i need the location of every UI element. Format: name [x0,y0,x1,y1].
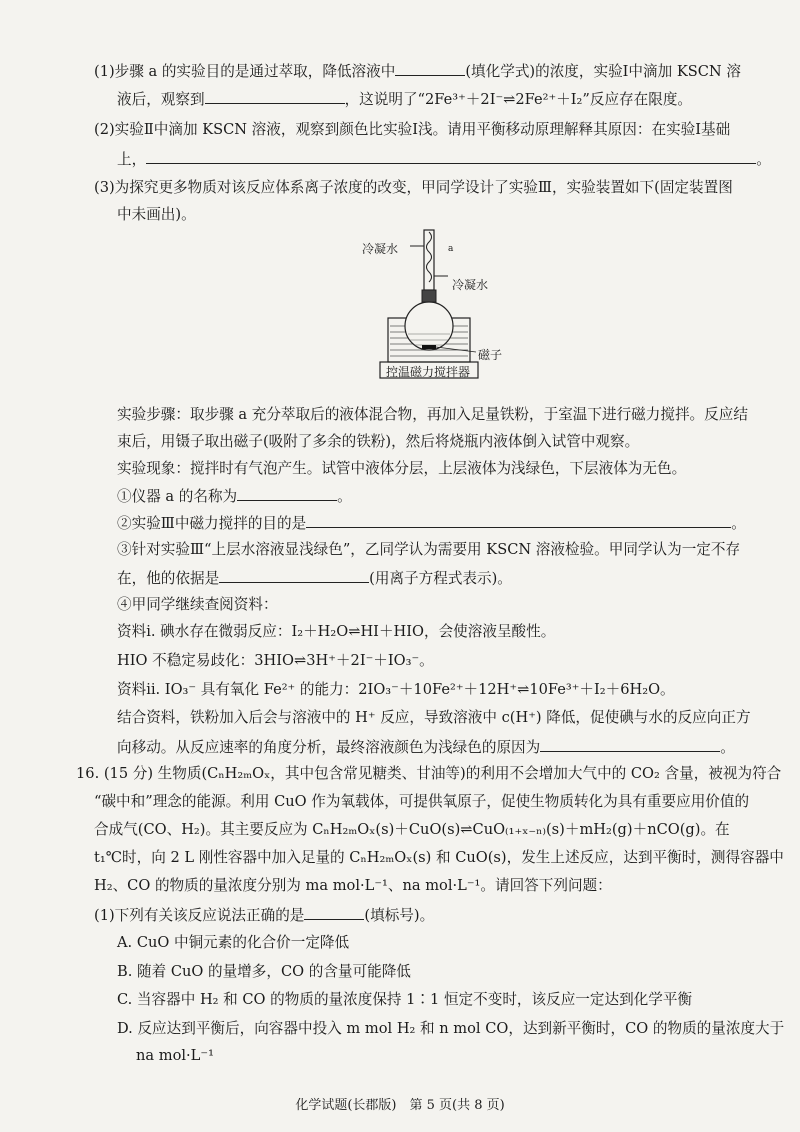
option-c: C. 当容器中 H₂ 和 CO 的物质的量浓度保持 1∶1 恒定不变时，该反应一定达到化学平衡 [117,991,693,1008]
sub-question-4: ④甲同学继续查阅资料： [117,596,278,613]
option-b: B. 随着 CuO 的量增多，CO 的含量可能降低 [117,963,411,980]
answer-blank[interactable] [304,904,364,920]
q16-sub-1: (1)下列有关该反应说法正确的是 (填标号)。 [94,904,434,926]
steps-line2: 束后，用镊子取出磁子(吸附了多余的铁粉)，然后将烧瓶内液体倒入试管中观察。 [117,433,640,450]
q15-3-line2: 中未画出)。 [117,206,196,223]
q16-line5: H₂、CO 的物质的量浓度分别为 ma mol·L⁻¹、na mol·L⁻¹。请回答下列问题： [94,877,612,894]
q15-2-line1: (2)实验Ⅱ中滴加 KSCN 溶液，观察到颜色比实验Ⅰ浅。请用平衡移动原理解释其原因：在实验Ⅰ基础 [94,121,731,138]
answer-blank[interactable] [205,88,345,104]
answer-blank[interactable] [395,60,465,76]
q15-1-line2: 液后，观察到 ，这说明了“2Fe³⁺＋2I⁻⇌2Fe²⁺＋I₂”反应存在限度。 [117,88,692,110]
cool-water-in-label: 冷凝水 [362,242,399,256]
sub-question-1: ①仪器 a 的名称为 。 [117,485,352,507]
cool-water-out-label: 冷凝水 [452,278,489,292]
apparatus-figure [350,226,510,386]
q15-3-line1: (3)为探究更多物质对该反应体系离子浓度的改变，甲同学设计了实验Ⅲ，实验装置如下(固定装置图 [94,179,733,196]
info-1b: HIO 不稳定易歧化：3HIO⇌3H⁺＋2I⁻＋IO₃⁻。 [117,652,434,669]
answer-blank[interactable] [237,485,337,501]
option-d-line1: D. 反应达到平衡后，向容器中投入 m mol H₂ 和 n mol CO，达到新平衡时，CO 的物质的量浓度大于 [117,1020,785,1037]
answer-blank[interactable] [306,512,731,528]
answer-blank[interactable] [540,736,720,752]
q16-line4: t₁℃时，向 2 L 刚性容器中加入足量的 CₙH₂ₘOₓ(s) 和 CuO(s)，发生上述反应，达到平衡时，测得容器中 [94,849,784,866]
steps-line1: 实验步骤：取步骤 a 充分萃取后的液体混合物，再加入足量铁粉，于室温下进行磁力搅拌。反应结 [117,406,748,423]
answer-blank[interactable] [219,567,369,583]
option-a: A. CuO 中铜元素的化合价一定降低 [117,934,350,951]
sub-question-3-line1: ③针对实验Ⅲ“上层水溶液显浅绿色”，乙同学认为需要用 KSCN 溶液检验。甲同学认为一定不存 [117,541,741,558]
stir-bar-label: 磁子 [478,348,503,362]
option-d-line2: na mol·L⁻¹ [136,1047,214,1064]
sub-question-2: ②实验Ⅲ中磁力搅拌的目的是 。 [117,512,746,534]
q15-2-line2: 上， 。 [117,148,771,170]
conclusion-line1: 结合资料，铁粉加入后会与溶液中的 H⁺ 反应，导致溶液中 c(H⁺) 降低，促使碘与水的反应向正方 [117,709,751,726]
page-footer: 化学试题(长郡版) 第 5 页(共 8 页) [295,1098,505,1113]
info-2: 资料ⅱ. IO₃⁻ 具有氧化 Fe²⁺ 的能力：2IO₃⁻＋10Fe²⁺＋12H⁺⇌10Fe³⁺＋I₂＋6H₂O。 [117,681,675,698]
conclusion-line2: 向移动。从反应速率的角度分析，最终溶液颜色为浅绿色的原因为 。 [117,736,735,758]
q16-line2: “碳中和”理念的能源。利用 CuO 作为氧载体，可提供氧原子，促使生物质转化为具有重要应用价值的 [94,793,750,810]
sub-question-3-line2: 在，他的依据是 (用离子方程式表示)。 [117,567,512,589]
stirrer-label: 控温磁力搅拌器 [386,365,471,379]
info-1: 资料ⅰ. 碘水存在微弱反应：I₂＋H₂O⇌HI＋HIO，会使溶液呈酸性。 [117,623,556,640]
phenomenon: 实验现象：搅拌时有气泡产生。试管中液体分层，上层液体为浅绿色，下层液体为无色。 [117,460,687,477]
instrument-a-label: a [448,244,454,254]
q15-1-line1: (1)步骤 a 的实验目的是通过萃取，降低溶液中 (填化学式)的浓度，实验Ⅰ中滴加 KSCN 溶 [94,60,741,82]
q16-line3: 合成气(CO、H₂)。其主要反应为 CₙH₂ₘOₓ(s)＋CuO(s)⇌CuO₍₁₊ₓ₋ₙ₎(s)＋mH₂(g)＋nCO(g)。在 [94,821,730,838]
q16-line1: 16. (15 分) 生物质(CₙH₂ₘOₓ，其中包含常见糖类、甘油等)的利用不会增加大气中的 CO₂ 含量，被视为符合 [76,765,782,782]
answer-blank[interactable] [146,148,756,164]
